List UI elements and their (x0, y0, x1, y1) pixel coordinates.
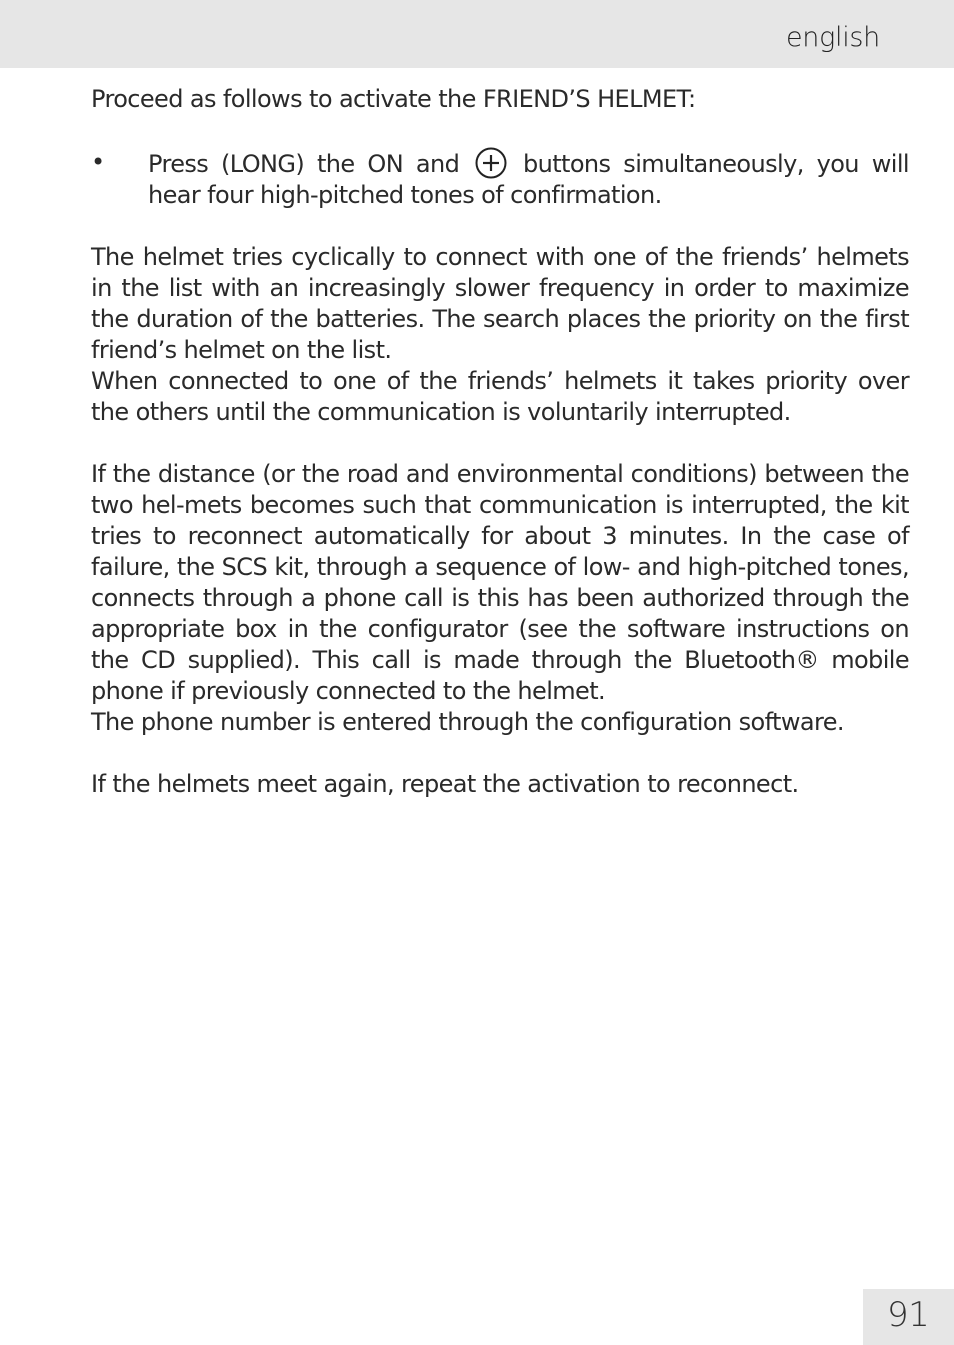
bullet-text-before: Press (LONG) the ON and (148, 150, 473, 178)
paragraph: When connected to one of the friends’ helmets it takes priority over the others until the communication is voluntarily interrupted. (91, 367, 909, 426)
bullet-text-after: buttons simultaneously, you will hear four high-pitched tones of confirmation. (148, 150, 909, 209)
intro-text: Proceed as follows to activate the FRIEND’S HELMET: (91, 85, 696, 113)
page-number-box (863, 1289, 954, 1345)
page-body (91, 84, 909, 800)
paragraph: If the helmets meet again, repeat the activation to reconnect. (91, 770, 799, 798)
bullet-marker: • (91, 148, 105, 176)
plus-circle-icon (475, 147, 507, 179)
paragraph: The phone number is entered through the configuration software. (91, 708, 844, 736)
paragraph: If the distance (or the road and environmental conditions) between the two hel-mets becomes such that communication is interrupted, the kit tries to reconnect automatically for about 3 minutes. In the case of failure, the SCS kit, through a sequence of low- and high-pitched tones, connects through a phone call is this has been authorized through the appropriate box in the configurator (see the software instructions on the CD supplied). This call is made through the Bluetooth® mobile phone if previously connected to the helmet. (91, 460, 909, 705)
list-item (91, 147, 909, 211)
page-header (0, 0, 954, 68)
paragraph: The helmet tries cyclically to connect with one of the friends’ helmets in the list with an increasingly slower frequency in order to maximize the duration of the batteries. The search places the priority on the first friend’s helmet on the list. (91, 243, 909, 364)
language-label: english (785, 22, 880, 53)
page-number: 91 (887, 1295, 930, 1335)
